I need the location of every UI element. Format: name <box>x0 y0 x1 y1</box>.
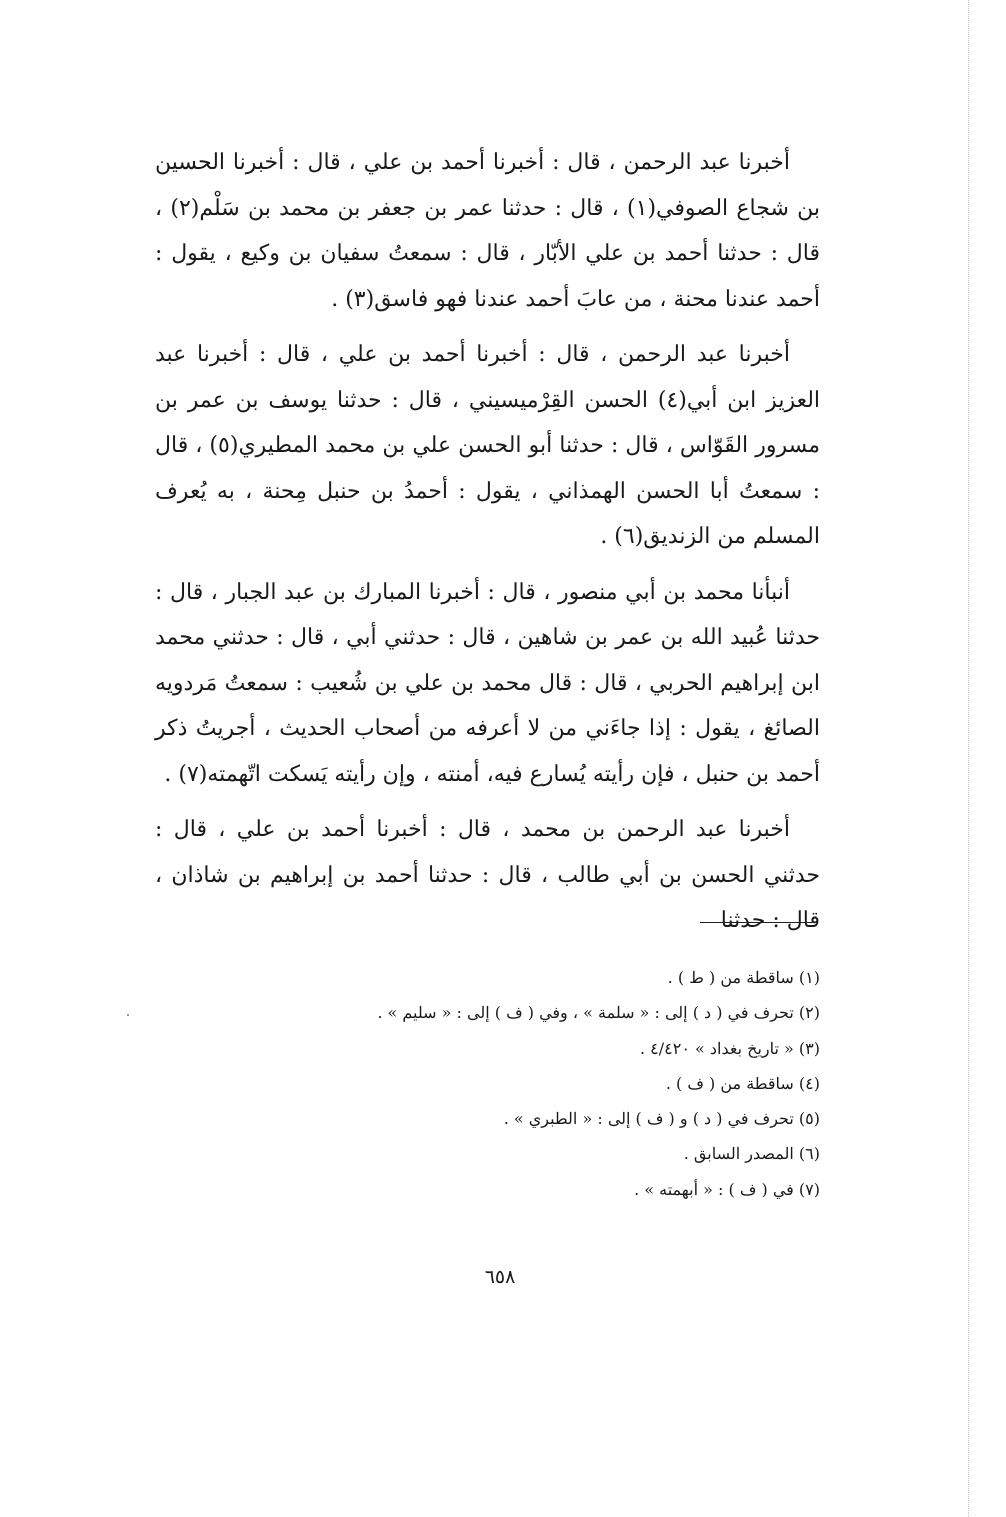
footnotes-list <box>300 960 820 1207</box>
footnote-6: (٦) المصدر السابق . <box>683 1144 820 1164</box>
footnote-5: (٥) تحرف في ( د ) و ( ف ) إلى : « الطبري » . <box>503 1109 820 1129</box>
footnote-7: (٧) في ( ف ) : « أبهمته » . <box>634 1179 820 1199</box>
text-paragraph-1: أخبرنا عبد الرحمن ، قال : أخبرنا أحمد بن علي ، قال : أخبرنا الحسين بن شجاع الصوفي(١) ، قال : حدثنا عمر بن جعفر بن محمد بن سَلْم(٢) ، قال : حدثنا أحمد بن علي الأبّار ، قال : سمعتُ سفيان بن وكيع ، يقول : أحمد عندنا محنة ، من عابَ أحمد عندنا فهو فاسق(٣) . <box>155 150 820 312</box>
footnote-1: (١) ساقطة من ( ط ) . <box>667 968 820 987</box>
main-text-block <box>155 140 820 954</box>
text-paragraph-3: أنبأنا محمد بن أبي منصور ، قال : أخبرنا المبارك بن عبد الجبار ، قال : حدثنا عُبيد الله بن عمر بن شاهين ، قال : حدثني أبي ، قال : حدثني محمد ابن إبراهيم الحربي ، قال : قال محمد بن علي بن شُعيب : سمعتُ مَردويه الصائغ ، يقول : إذا جاءَني من لا أعرفه من أصحاب الحديث ، أجريتُ ذكر أحمد بن حنبل ، فإن رأيته يُسارع فيه، أمنته ، وإن رأيته يَسكت اتّهمته(٧) . <box>155 579 820 787</box>
text-paragraph-4: أخبرنا عبد الرحمن بن محمد ، قال : أخبرنا أحمد بن علي ، قال : حدثني الحسن بن أبي طالب ، قال : حدثنا أحمد بن إبراهيم بن شاذان ، قال : حدثنا <box>155 817 820 933</box>
page-number: ٦٥٨ <box>484 1266 516 1288</box>
scan-speck <box>127 1014 129 1016</box>
footnote-separator <box>700 922 818 923</box>
footnote-2: (٢) تحرف في ( د ) إلى : « سلمة » ، وفي ( ف ) إلى : « سليم » . <box>377 1003 820 1023</box>
footnote-3: (٣) « تاريخ بغداد » ٤/٤٢٠ . <box>639 1038 820 1058</box>
scan-edge-line <box>968 0 969 1517</box>
text-paragraph-2: أخبرنا عبد الرحمن ، قال : أخبرنا أحمد بن علي ، قال : أخبرنا عبد العزيز ابن أبي(٤) الحسن القِرْميسيني ، قال : حدثنا يوسف بن عمر بن مسرور القَوّاس ، قال : حدثنا أبو الحسن علي بن محمد المطيري(٥) ، قال : سمعتُ أبا الحسن الهمذاني ، يقول : أحمدُ بن حنبل مِحنة ، به يُعرف المسلم من الزنديق(٦) . <box>155 342 821 549</box>
footnote-4: (٤) ساقطة من ( ف ) . <box>665 1073 820 1093</box>
